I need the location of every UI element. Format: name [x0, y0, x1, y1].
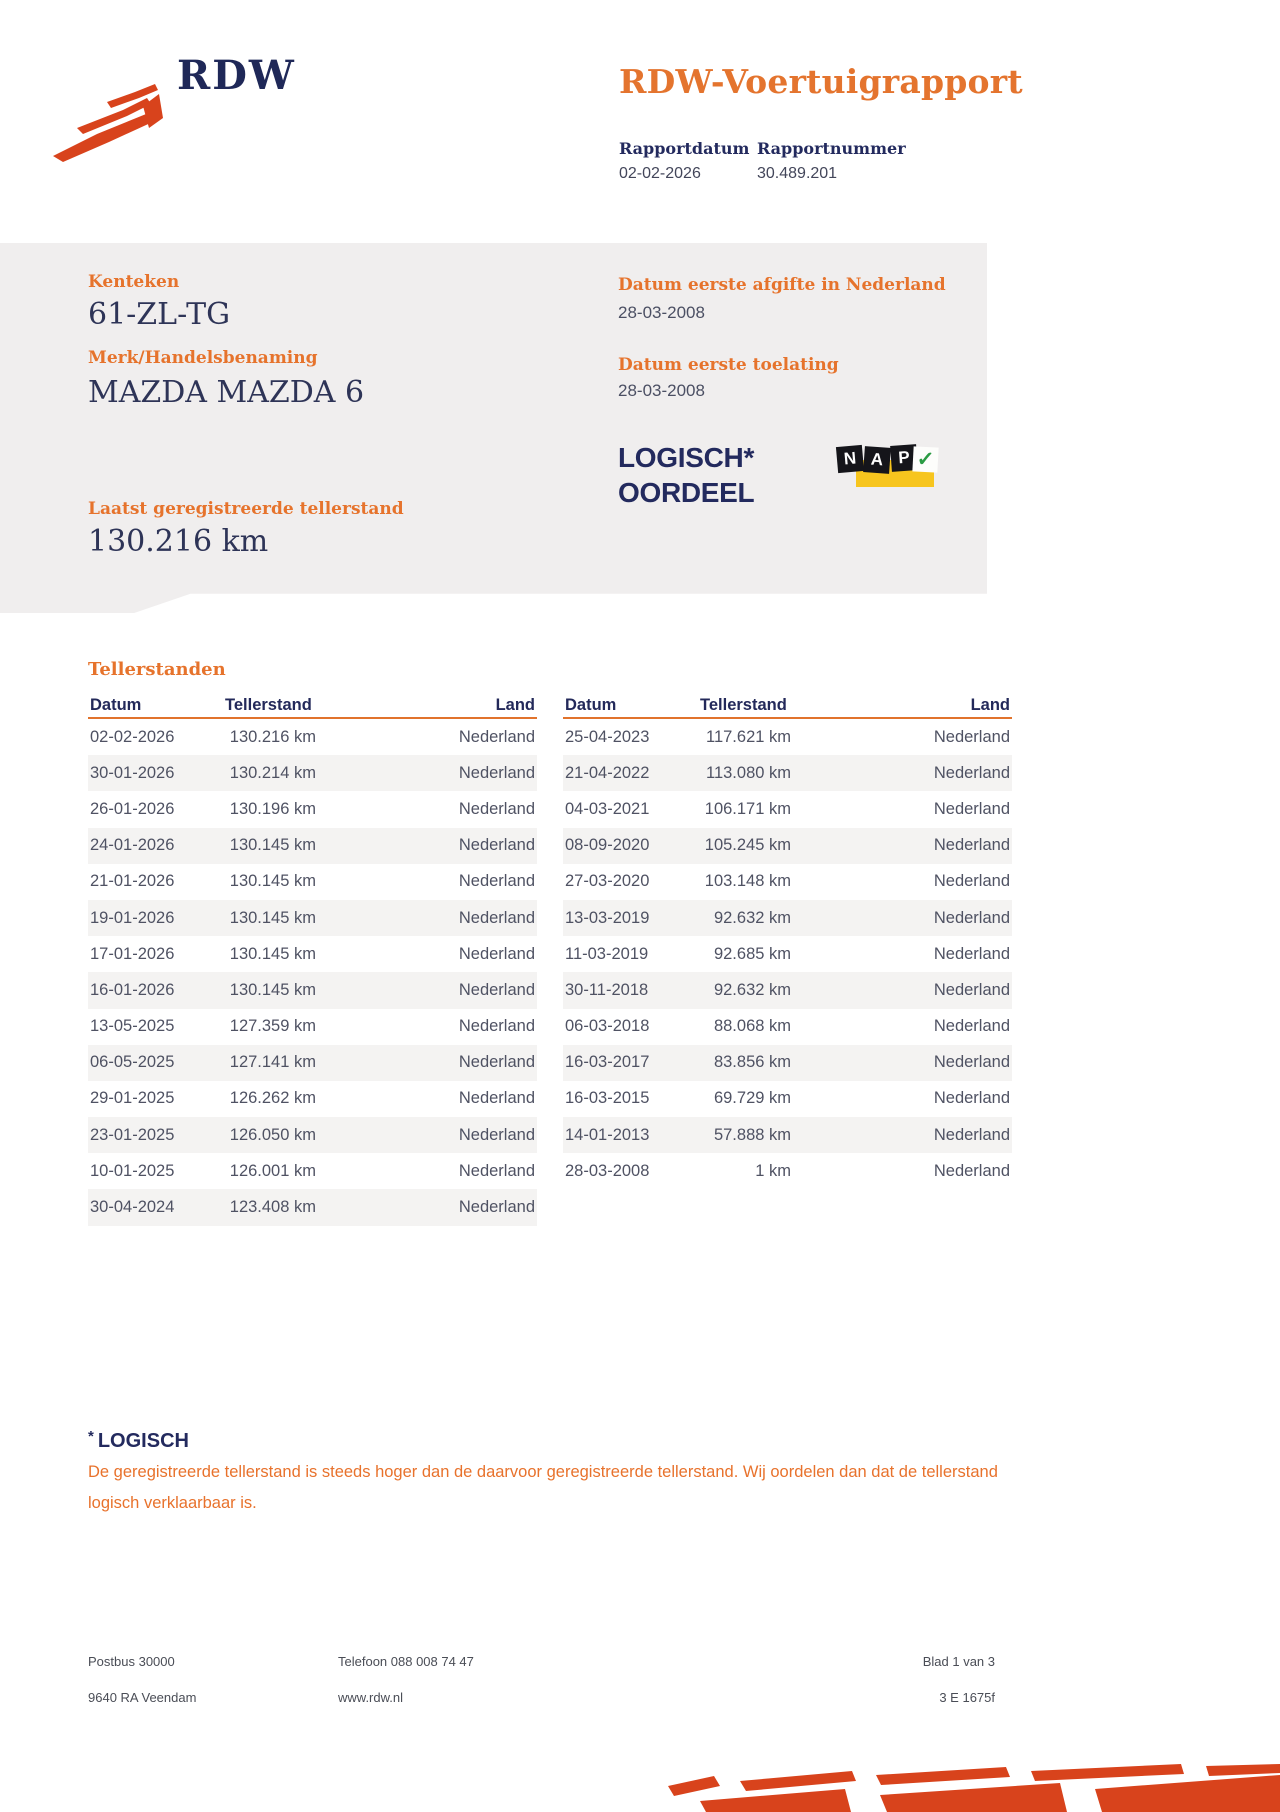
- col-header-datum: Datum: [90, 696, 142, 714]
- table-row: [563, 1117, 1012, 1153]
- col-header-land: Land: [495, 696, 535, 714]
- table-body: [88, 719, 537, 1226]
- table-cell: Nederland: [933, 763, 1010, 782]
- table-cell: 105.245 km: [704, 836, 791, 855]
- table-row: [563, 972, 1012, 1008]
- table-cell: 25-04-2023: [565, 727, 650, 746]
- table-cell: 126.050 km: [229, 1125, 316, 1144]
- table-row: [88, 791, 537, 827]
- table-cell: 14-01-2013: [565, 1125, 650, 1144]
- table-cell: 106.171 km: [704, 799, 791, 818]
- table-row: [88, 719, 537, 755]
- table-cell: 92.632 km: [713, 908, 791, 927]
- table-cell: 1 km: [755, 1161, 791, 1180]
- table-cell: 127.141 km: [229, 1053, 316, 1072]
- nap-letter: A: [870, 449, 884, 470]
- table-cell: Nederland: [458, 1161, 535, 1180]
- meter-table-right: [563, 686, 1012, 1189]
- laatste-tellerstand-value: 130.216 km: [88, 524, 269, 559]
- nap-check-icon: [912, 446, 938, 472]
- table-cell: Nederland: [933, 944, 1010, 963]
- nap-letter: N: [843, 448, 857, 469]
- table-row: [88, 900, 537, 936]
- table-cell: 117.621 km: [706, 727, 791, 746]
- table-cell: Nederland: [458, 763, 535, 782]
- table-cell: 83.856 km: [713, 1053, 791, 1072]
- table-cell: Nederland: [458, 1053, 535, 1072]
- table-cell: 13-05-2025: [90, 1017, 175, 1036]
- table-cell: Nederland: [933, 872, 1010, 891]
- table-cell: 17-01-2026: [90, 944, 175, 963]
- footer-form-code: 3 E 1675f: [939, 1690, 995, 1705]
- table-cell: Nederland: [458, 944, 535, 963]
- rapportnummer-label: Rapportnummer: [757, 139, 906, 158]
- table-row: [563, 1009, 1012, 1045]
- table-row: [563, 1045, 1012, 1081]
- col-header-tellerstand: Tellerstand: [225, 696, 312, 714]
- table-cell: 92.632 km: [713, 980, 791, 999]
- table-row: [88, 864, 537, 900]
- table-row: [88, 1045, 537, 1081]
- table-cell: Nederland: [933, 1089, 1010, 1108]
- table-cell: 06-03-2018: [565, 1017, 650, 1036]
- table-cell: 11-03-2019: [565, 944, 649, 963]
- table-cell: 16-01-2026: [90, 980, 175, 999]
- explanation-heading-text: LOGISCH: [97, 1430, 189, 1452]
- nap-letter-tile: [863, 446, 891, 474]
- oordeel-line2: OORDEEL: [618, 477, 755, 508]
- table-header-row: [88, 686, 537, 719]
- table-cell: 21-04-2022: [565, 763, 650, 782]
- table-cell: Nederland: [933, 1053, 1010, 1072]
- table-cell: Nederland: [933, 1161, 1010, 1180]
- oordeel-line1: LOGISCH*: [618, 442, 755, 473]
- table-cell: 08-09-2020: [565, 836, 650, 855]
- table-row: [88, 936, 537, 972]
- table-body: [563, 719, 1012, 1189]
- table-cell: 19-01-2026: [90, 908, 175, 927]
- table-cell: 02-02-2026: [90, 727, 175, 746]
- nap-logo: [837, 443, 937, 493]
- col-header-tellerstand: Tellerstand: [700, 696, 787, 714]
- table-cell: Nederland: [458, 980, 535, 999]
- footer-address-line1: Postbus 30000: [88, 1654, 175, 1669]
- rapportnummer-value: 30.489.201: [757, 165, 838, 182]
- table-row: [563, 719, 1012, 755]
- table-cell: 69.729 km: [713, 1089, 791, 1108]
- table-cell: 04-03-2021: [565, 799, 650, 818]
- toelating-value: 28-03-2008: [618, 381, 705, 400]
- laatste-tellerstand-label: Laatst geregistreerde tellerstand: [88, 499, 404, 519]
- table-row: [563, 791, 1012, 827]
- rapportdatum-label: Rapportdatum: [619, 139, 750, 158]
- table-cell: 21-01-2026: [90, 872, 175, 891]
- table-cell: Nederland: [458, 727, 535, 746]
- table-cell: Nederland: [458, 836, 535, 855]
- table-cell: 130.145 km: [229, 980, 316, 999]
- table-row: [563, 1153, 1012, 1189]
- table-cell: 123.408 km: [229, 1198, 316, 1217]
- afgifte-label: Datum eerste afgifte in Nederland: [618, 275, 946, 295]
- table-cell: Nederland: [933, 980, 1010, 999]
- table-cell: 113.080 km: [706, 763, 791, 782]
- table-row: [88, 1189, 537, 1225]
- afgifte-value: 28-03-2008: [618, 303, 705, 322]
- table-cell: Nederland: [933, 799, 1010, 818]
- kenteken-value: 61-ZL-TG: [88, 297, 231, 332]
- col-header-datum: Datum: [565, 696, 617, 714]
- table-cell: Nederland: [933, 908, 1010, 927]
- explanation-text: De geregistreerde tellerstand is steeds hoger dan de daarvoor geregistreerde tellerstand. Wij oordelen dan dat de tellerstand logisch verklaarbaar is.: [88, 1463, 998, 1512]
- table-header-row: [563, 686, 1012, 719]
- table-cell: 30-11-2018: [565, 980, 649, 999]
- table-cell: 27-03-2020: [565, 872, 650, 891]
- footer-swoosh-graphic: [660, 1764, 1280, 1812]
- table-row: [563, 864, 1012, 900]
- rapportdatum-value: 02-02-2026: [619, 165, 701, 182]
- table-cell: 88.068 km: [713, 1017, 791, 1036]
- footer-address-line2: 9640 RA Veendam: [88, 1690, 197, 1705]
- table-row: [88, 828, 537, 864]
- rdw-swoosh-icon: [51, 84, 163, 162]
- table-row: [563, 936, 1012, 972]
- table-cell: Nederland: [458, 799, 535, 818]
- table-cell: Nederland: [458, 1198, 535, 1217]
- table-cell: 13-03-2019: [565, 908, 650, 927]
- table-cell: Nederland: [458, 908, 535, 927]
- footer-phone: Telefoon 088 008 74 47: [338, 1654, 474, 1669]
- table-row: [88, 1081, 537, 1117]
- table-cell: 06-05-2025: [90, 1053, 175, 1072]
- table-row: [88, 1117, 537, 1153]
- table-cell: 127.359 km: [229, 1017, 316, 1036]
- merk-value: MAZDA MAZDA 6: [88, 375, 365, 410]
- table-cell: 26-01-2026: [90, 799, 175, 818]
- table-cell: 30-01-2026: [90, 763, 175, 782]
- nap-letter: P: [897, 447, 911, 468]
- table-row: [88, 1153, 537, 1189]
- asterisk: *: [88, 1428, 94, 1445]
- table-cell: 126.001 km: [229, 1161, 316, 1180]
- meter-table-left: [88, 686, 537, 1226]
- table-row: [88, 972, 537, 1008]
- table-cell: Nederland: [458, 1017, 535, 1036]
- table-cell: 29-01-2025: [90, 1089, 175, 1108]
- tellerstanden-heading: Tellerstanden: [88, 659, 226, 680]
- rdw-logo-text: RDW: [177, 52, 296, 99]
- table-cell: 23-01-2025: [90, 1125, 175, 1144]
- table-cell: 126.262 km: [229, 1089, 316, 1108]
- table-cell: 30-04-2024: [90, 1198, 175, 1217]
- table-cell: 16-03-2015: [565, 1089, 650, 1108]
- table-cell: 24-01-2026: [90, 836, 175, 855]
- footer-website: www.rdw.nl: [338, 1690, 404, 1705]
- table-cell: Nederland: [933, 836, 1010, 855]
- table-cell: 130.145 km: [229, 944, 316, 963]
- table-row: [563, 755, 1012, 791]
- nap-letter-tile: [836, 445, 864, 473]
- table-cell: 130.145 km: [229, 872, 316, 891]
- table-cell: 130.216 km: [229, 727, 316, 746]
- table-row: [563, 828, 1012, 864]
- table-row: [88, 755, 537, 791]
- table-cell: 28-03-2008: [565, 1161, 650, 1180]
- check-glyph: ✓: [916, 447, 935, 472]
- merk-label: Merk/Handelsbenaming: [88, 348, 318, 368]
- table-cell: Nederland: [458, 872, 535, 891]
- table-cell: 10-01-2025: [90, 1161, 175, 1180]
- table-cell: 16-03-2017: [565, 1053, 650, 1072]
- table-row: [563, 1081, 1012, 1117]
- table-cell: 57.888 km: [713, 1125, 791, 1144]
- footer-page-indicator: Blad 1 van 3: [922, 1654, 995, 1669]
- table-cell: Nederland: [458, 1125, 535, 1144]
- col-header-land: Land: [970, 696, 1010, 714]
- table-cell: 103.148 km: [704, 872, 791, 891]
- toelating-label: Datum eerste toelating: [618, 355, 839, 375]
- page-title: RDW-Voertuigrapport: [619, 62, 1023, 101]
- table-cell: Nederland: [458, 1089, 535, 1108]
- table-cell: Nederland: [933, 727, 1010, 746]
- table-row: [563, 900, 1012, 936]
- kenteken-label: Kenteken: [88, 272, 180, 292]
- table-row: [88, 1009, 537, 1045]
- table-cell: 130.196 km: [229, 799, 316, 818]
- table-cell: 130.214 km: [229, 763, 316, 782]
- table-cell: 92.685 km: [713, 944, 791, 963]
- table-cell: 130.145 km: [229, 908, 316, 927]
- table-cell: 130.145 km: [229, 836, 316, 855]
- explanation-heading: [88, 1428, 189, 1453]
- table-cell: Nederland: [933, 1017, 1010, 1036]
- table-cell: Nederland: [933, 1125, 1010, 1144]
